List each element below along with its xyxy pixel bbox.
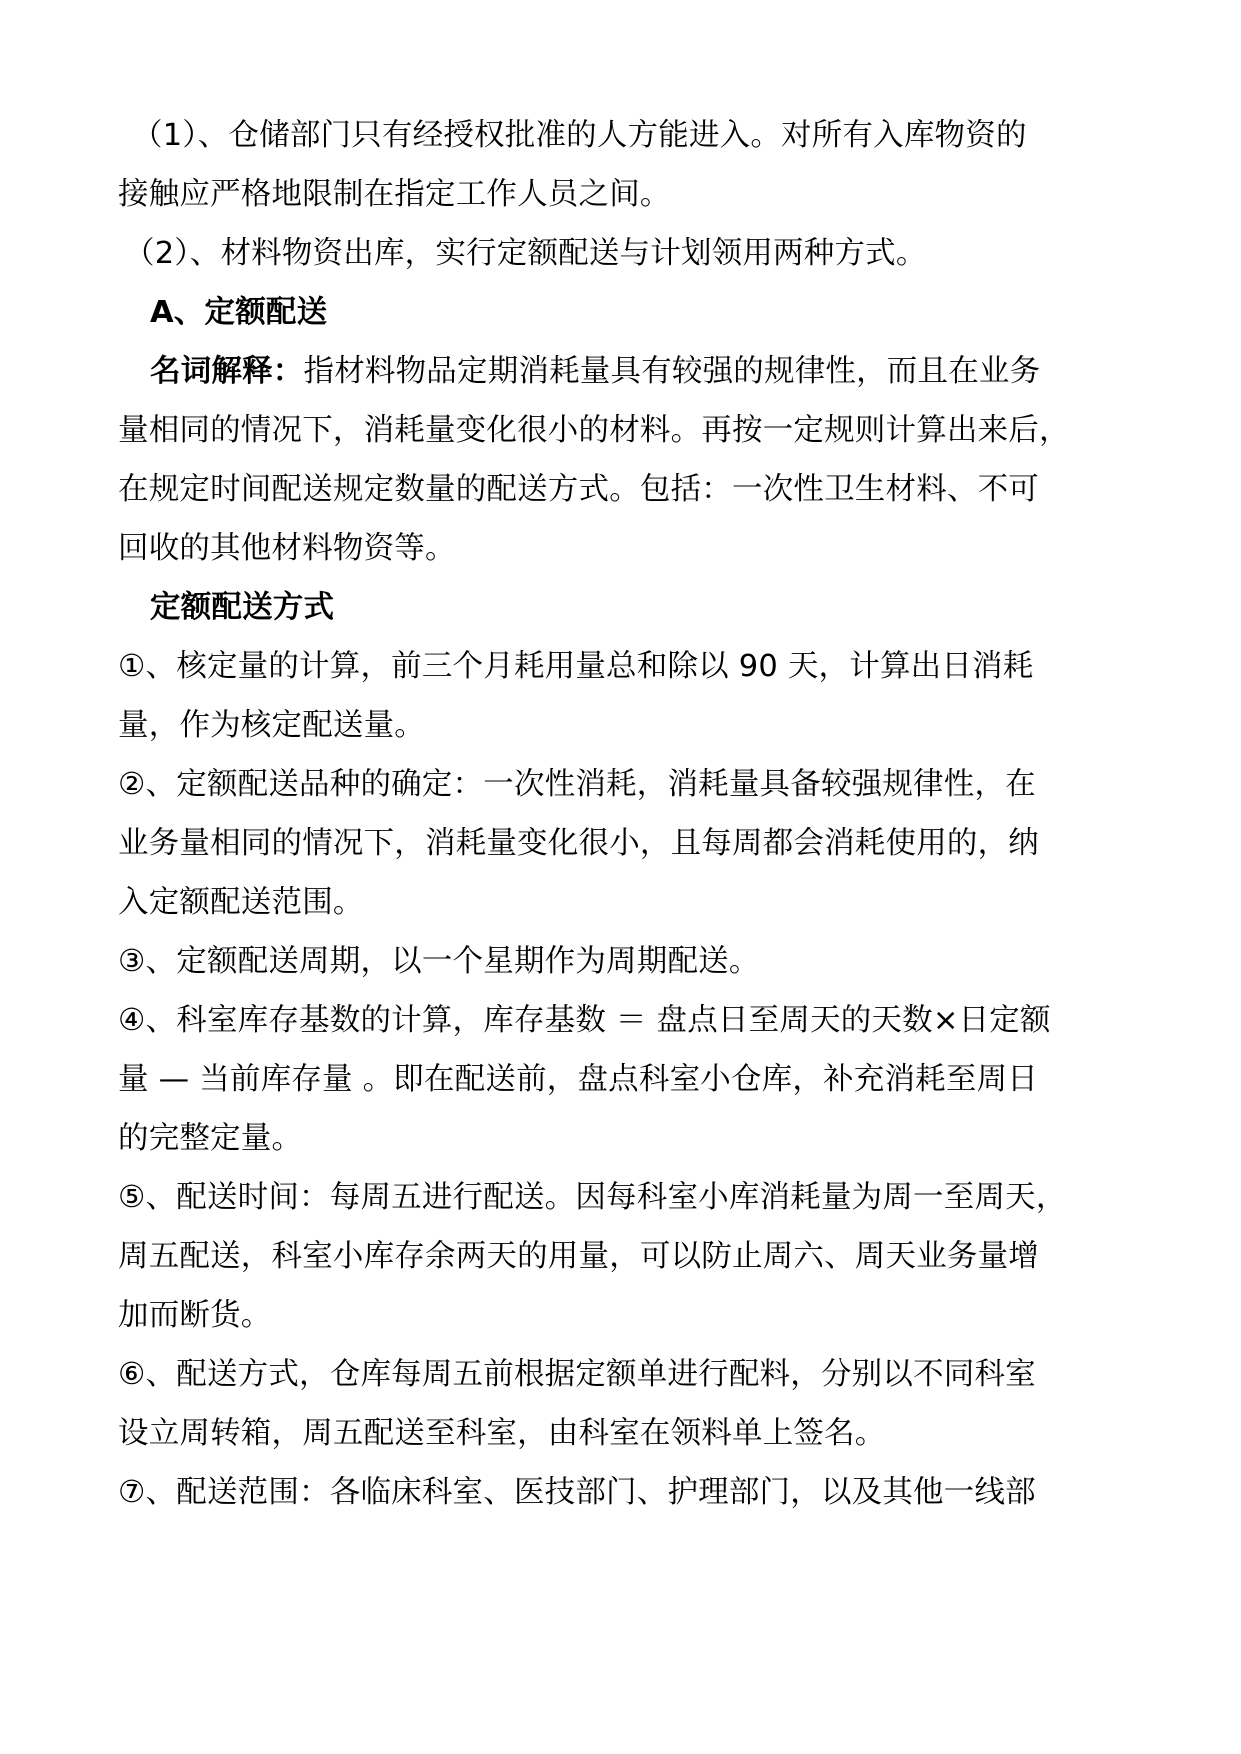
item-6-line-1: ⑥、配送方式，仓库每周五前根据定额单进行配料，分别以不同科室 [118, 1357, 1036, 1392]
item-2-line-1: ②、定额配送品种的确定：一次性消耗，消耗量具备较强规律性，在 [118, 767, 1036, 802]
definition-line-1 [150, 352, 1180, 392]
item-2-line-3: 入定额配送范围。 [118, 885, 364, 920]
paragraph-line-1: （1）、仓储部门只有经授权批准的人方能进入。对所有入库物资的 [132, 118, 1027, 153]
item-6-line-2: 设立周转箱，周五配送至科室，由科室在领料单上签名。 [118, 1416, 886, 1451]
definition-line-3: 在规定时间配送规定数量的配送方式。包括：一次性卫生材料、不可 [118, 472, 1039, 507]
definition-line-2: 量相同的情况下，消耗量变化很小的材料。再按一定规则计算出来后， [118, 413, 1070, 448]
paragraph-line-2: 接触应严格地限制在指定工作人员之间。 [118, 177, 671, 212]
item-5-line-1: ⑤、配送时间：每周五进行配送。因每科室小库消耗量为周一至周天， [118, 1180, 1067, 1215]
item-4-line-3: 的完整定量。 [118, 1121, 303, 1156]
definition-line-4: 回收的其他材料物资等。 [118, 531, 456, 566]
item-7-line-1: ⑦、配送范围：各临床科室、医技部门、护理部门，以及其他一线部 [118, 1475, 1036, 1510]
item-4-line-2: 量 — 当前库存量 。即在配送前，盘点科室小仓库，补充消耗至周日 [118, 1062, 1038, 1097]
definition-text: 指材料物品定期消耗量具有较强的规律性，而且在业务 [303, 354, 1041, 389]
subsection-heading: 定额配送方式 [150, 590, 335, 625]
item-2-line-2: 业务量相同的情况下，消耗量变化很小，且每周都会消耗使用的，纳 [118, 826, 1039, 861]
item-5-line-3: 加而断货。 [118, 1298, 272, 1333]
item-5-line-2: 周五配送，科室小库存余两天的用量，可以防止周六、周天业务量增 [118, 1239, 1039, 1274]
item-1-line-1: ①、核定量的计算，前三个月耗用量总和除以 90 天，计算出日消耗 [118, 649, 1034, 684]
item-4-line-1: ④、科室库存基数的计算，库存基数 ＝ 盘点日至周天的天数×日定额 [118, 1003, 1051, 1038]
item-1-line-2: 量，作为核定配送量。 [118, 708, 425, 743]
item-3-line-1: ③、定额配送周期，以一个星期作为周期配送。 [118, 944, 760, 979]
section-heading-a: A、定额配送 [150, 295, 328, 330]
paragraph-line-3: （2）、材料物资出库，实行定额配送与计划领用两种方式。 [124, 236, 927, 271]
definition-label: 名词解释： [150, 354, 304, 389]
